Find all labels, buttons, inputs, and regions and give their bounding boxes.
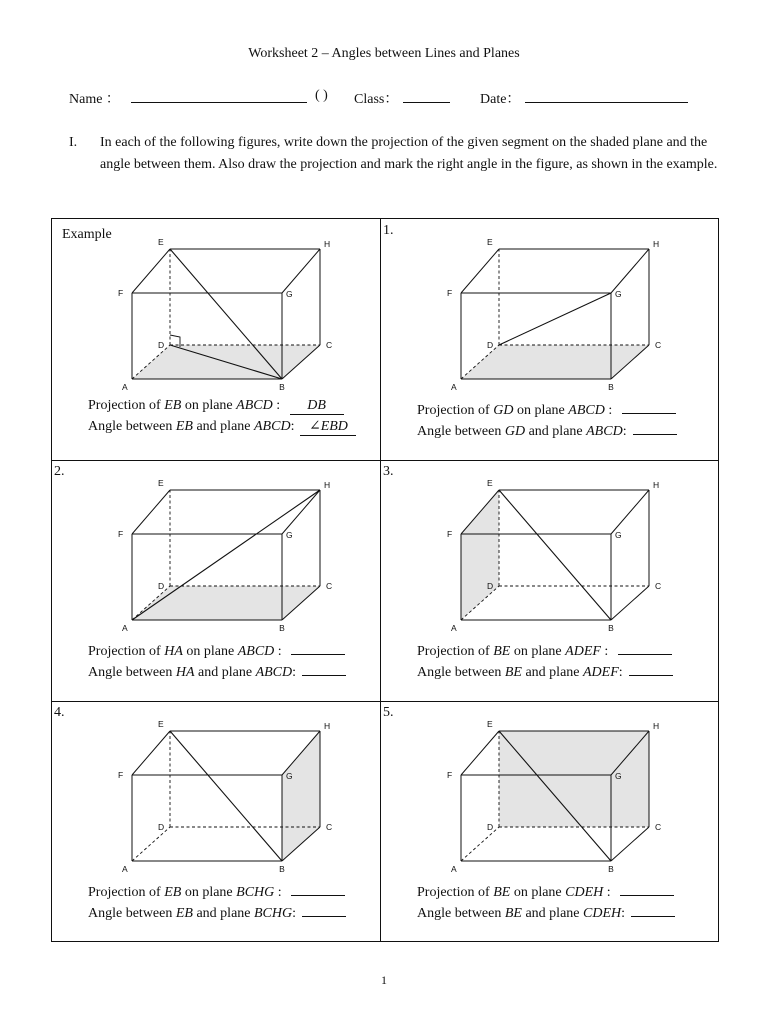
segment-name: EB — [175, 906, 193, 921]
projection-answer-blank[interactable] — [622, 398, 676, 414]
and-plane-text: and plane — [521, 906, 583, 921]
prism-edge — [611, 586, 649, 620]
vertex-label-g: G — [615, 289, 622, 299]
section-number: I. — [69, 135, 78, 150]
segment-name: BE — [493, 885, 511, 900]
on-plane-text: on plane — [510, 644, 566, 659]
segment-name: HA — [175, 665, 195, 680]
projection-prefix: Projection of — [88, 644, 165, 659]
segment-name: HA — [164, 644, 183, 659]
vertex-label-d: D — [158, 581, 165, 591]
angle-answer-blank[interactable] — [629, 660, 673, 676]
prism-figure — [114, 231, 334, 395]
segment-name: EB — [164, 398, 182, 413]
cell-label: Example — [62, 227, 112, 242]
plane-name: ABCD — [586, 424, 623, 439]
plane-name: CDEH — [583, 906, 622, 921]
student-info-row — [69, 88, 709, 110]
question-cell-1 — [381, 219, 709, 460]
projection-prefix: Projection of — [88, 885, 165, 900]
segment-name: EB — [175, 419, 193, 434]
projection-question: Projection of EB on plane ABCD : DB — [88, 398, 344, 415]
on-plane-text: on plane — [181, 398, 237, 413]
segment-name: GD — [504, 424, 526, 439]
and-plane-text: and plane — [521, 665, 583, 680]
vertex-label-a: A — [451, 623, 457, 633]
angle-question — [88, 901, 346, 922]
vertex-label-g: G — [615, 530, 622, 540]
angle-question — [417, 419, 677, 440]
vertex-label-b: B — [279, 864, 285, 874]
worksheet-title: Worksheet 2 – Angles between Lines and Planes — [248, 46, 520, 61]
vertex-label-a: A — [451, 864, 457, 874]
plane-name: CDEH — [565, 885, 604, 900]
cell-label: 4. — [54, 705, 65, 720]
angle-separator: : — [618, 665, 623, 680]
projection-answer-blank[interactable] — [291, 639, 345, 655]
prism-figure — [443, 231, 663, 395]
vertex-label-f: F — [118, 770, 124, 780]
cell-label: 1. — [383, 223, 394, 238]
prism-edge — [611, 249, 649, 293]
angle-answer-blank[interactable] — [631, 901, 675, 917]
prism-edge — [132, 731, 170, 775]
projection-prefix: Projection of — [417, 885, 494, 900]
vertex-label-d: D — [487, 340, 494, 350]
vertex-label-e: E — [158, 478, 164, 488]
plane-name: ADEF — [565, 644, 601, 659]
vertex-label-c: C — [655, 822, 662, 832]
prism-figure — [114, 713, 334, 877]
example-cell — [52, 219, 380, 460]
vertex-label-c: C — [326, 340, 333, 350]
vertex-label-f: F — [447, 770, 453, 780]
vertex-label-h: H — [653, 480, 660, 490]
angle-question — [417, 901, 675, 922]
plane-name: ABCD — [568, 403, 605, 418]
vertex-label-d: D — [158, 340, 165, 350]
angle-prefix: Angle between — [88, 419, 176, 434]
instructions — [69, 132, 729, 176]
plane-name: ABCD — [237, 644, 275, 659]
angle-question — [417, 660, 673, 681]
segment-name: BE — [504, 665, 522, 680]
angle-question — [88, 660, 346, 681]
vertex-label-b: B — [608, 382, 614, 392]
question-cell-2 — [52, 460, 380, 701]
projection-question: Projection of EB on plane BCHG : — [88, 880, 345, 901]
figure-grid — [51, 218, 719, 942]
and-plane-text: and plane — [192, 906, 254, 921]
angle-prefix: Angle between — [417, 906, 505, 921]
projection-question: Projection of HA on plane ABCD : — [88, 639, 345, 660]
prism-edge — [611, 490, 649, 534]
hidden-edge — [132, 827, 170, 861]
vertex-label-g: G — [286, 771, 293, 781]
and-plane-text: and plane — [525, 424, 587, 439]
angle-separator: : — [621, 906, 626, 921]
angle-answer-blank[interactable] — [302, 901, 346, 917]
date-label: Date： — [480, 92, 521, 107]
question-cell-4 — [52, 701, 380, 942]
angle-separator: : — [292, 665, 297, 680]
class-field[interactable] — [403, 88, 450, 103]
vertex-label-f: F — [447, 288, 453, 298]
vertex-label-a: A — [122, 382, 128, 392]
vertex-label-h: H — [324, 480, 331, 490]
vertex-label-e: E — [487, 478, 493, 488]
vertex-label-h: H — [653, 239, 660, 249]
vertex-label-g: G — [615, 771, 622, 781]
projection-answer-blank[interactable]: DB — [290, 399, 344, 415]
prism-figure — [114, 472, 334, 636]
vertex-label-h: H — [324, 721, 331, 731]
vertex-label-b: B — [279, 623, 285, 633]
question-cell-5 — [381, 701, 709, 942]
on-plane-text: on plane — [510, 885, 566, 900]
class-number-parens: ( ) — [315, 88, 328, 103]
projection-answer-blank[interactable] — [291, 880, 345, 896]
projection-question: Projection of BE on plane ADEF : — [417, 639, 672, 660]
prism-figure — [443, 472, 663, 636]
cell-label: 2. — [54, 464, 65, 479]
projection-question: Projection of BE on plane CDEH : — [417, 880, 674, 901]
vertex-label-g: G — [286, 289, 293, 299]
question-cell-3 — [381, 460, 709, 701]
vertex-label-d: D — [158, 822, 165, 832]
name-field[interactable] — [131, 88, 307, 103]
and-plane-text: and plane — [194, 665, 256, 680]
angle-prefix: Angle between — [88, 665, 176, 680]
projection-answer-blank[interactable] — [618, 639, 672, 655]
prism-edge — [132, 249, 170, 293]
plane-name: ABCD — [255, 665, 293, 680]
vertex-label-c: C — [655, 340, 662, 350]
plane-name: ABCD — [236, 398, 273, 413]
segment-name: BE — [493, 644, 511, 659]
prism-edge — [611, 827, 649, 861]
vertex-label-b: B — [608, 864, 614, 874]
vertex-label-c: C — [326, 822, 333, 832]
vertex-label-f: F — [118, 529, 124, 539]
hidden-edge — [461, 827, 499, 861]
vertex-label-f: F — [118, 288, 124, 298]
cell-label: 3. — [383, 464, 394, 479]
prism-edge — [461, 731, 499, 775]
vertex-label-a: A — [122, 864, 128, 874]
projection-question: Projection of GD on plane ABCD : — [417, 398, 676, 419]
segment-name: EB — [164, 885, 182, 900]
class-label: Class： — [354, 92, 399, 107]
angle-separator: : — [622, 424, 627, 439]
page-number: 1 — [381, 973, 387, 987]
vertex-label-b: B — [279, 382, 285, 392]
angle-prefix: Angle between — [417, 424, 505, 439]
vertex-label-e: E — [158, 237, 164, 247]
angle-answer-blank[interactable] — [633, 419, 677, 435]
segment-name: BE — [504, 906, 522, 921]
plane-name: ADEF — [583, 665, 619, 680]
vertex-label-d: D — [487, 822, 494, 832]
vertex-label-h: H — [324, 239, 331, 249]
projection-answer-blank[interactable] — [620, 880, 674, 896]
shaded-plane — [282, 731, 320, 861]
angle-separator: : — [292, 906, 297, 921]
projection-prefix: Projection of — [417, 644, 494, 659]
segment-name: GD — [493, 403, 514, 418]
given-segment — [499, 293, 611, 345]
on-plane-text: on plane — [182, 644, 238, 659]
given-segment — [499, 490, 611, 620]
shaded-plane — [461, 490, 499, 620]
cell-label: 5. — [383, 705, 394, 720]
angle-answer-blank[interactable]: ∠EBD — [300, 420, 356, 436]
on-plane-text: on plane — [181, 885, 237, 900]
vertex-label-e: E — [158, 719, 164, 729]
date-field[interactable] — [525, 88, 688, 103]
prism-edge — [132, 490, 170, 534]
on-plane-text: on plane — [513, 403, 569, 418]
vertex-label-c: C — [655, 581, 662, 591]
vertex-label-f: F — [447, 529, 453, 539]
plane-name: BCHG — [236, 885, 275, 900]
angle-question — [88, 419, 356, 436]
projection-prefix: Projection of — [417, 403, 494, 418]
vertex-label-a: A — [122, 623, 128, 633]
shaded-plane — [499, 731, 649, 827]
vertex-label-c: C — [326, 581, 333, 591]
prism-edge — [461, 249, 499, 293]
name-label: Name ： — [69, 92, 120, 107]
plane-name: ABCD — [254, 419, 291, 434]
prism-edge — [282, 249, 320, 293]
shaded-plane — [461, 345, 649, 379]
and-plane-text: and plane — [192, 419, 254, 434]
angle-prefix: Angle between — [88, 906, 176, 921]
vertex-label-a: A — [451, 382, 457, 392]
angle-separator: : — [290, 419, 295, 434]
vertex-label-h: H — [653, 721, 660, 731]
vertex-label-e: E — [487, 237, 493, 247]
projection-prefix: Projection of — [88, 398, 165, 413]
angle-answer-blank[interactable] — [302, 660, 346, 676]
vertex-label-b: B — [608, 623, 614, 633]
given-segment — [170, 731, 282, 861]
instructions-text: In each of the following figures, write down the projection of the given segment on the shaded plane and the angle between them. Also draw the projection and mark the right angle in the figure, as shown in the example. — [100, 135, 718, 172]
plane-name: BCHG — [254, 906, 293, 921]
shaded-plane — [132, 586, 320, 620]
vertex-label-g: G — [286, 530, 293, 540]
angle-prefix: Angle between — [417, 665, 505, 680]
vertex-label-d: D — [487, 581, 494, 591]
vertex-label-e: E — [487, 719, 493, 729]
prism-figure — [443, 713, 663, 877]
